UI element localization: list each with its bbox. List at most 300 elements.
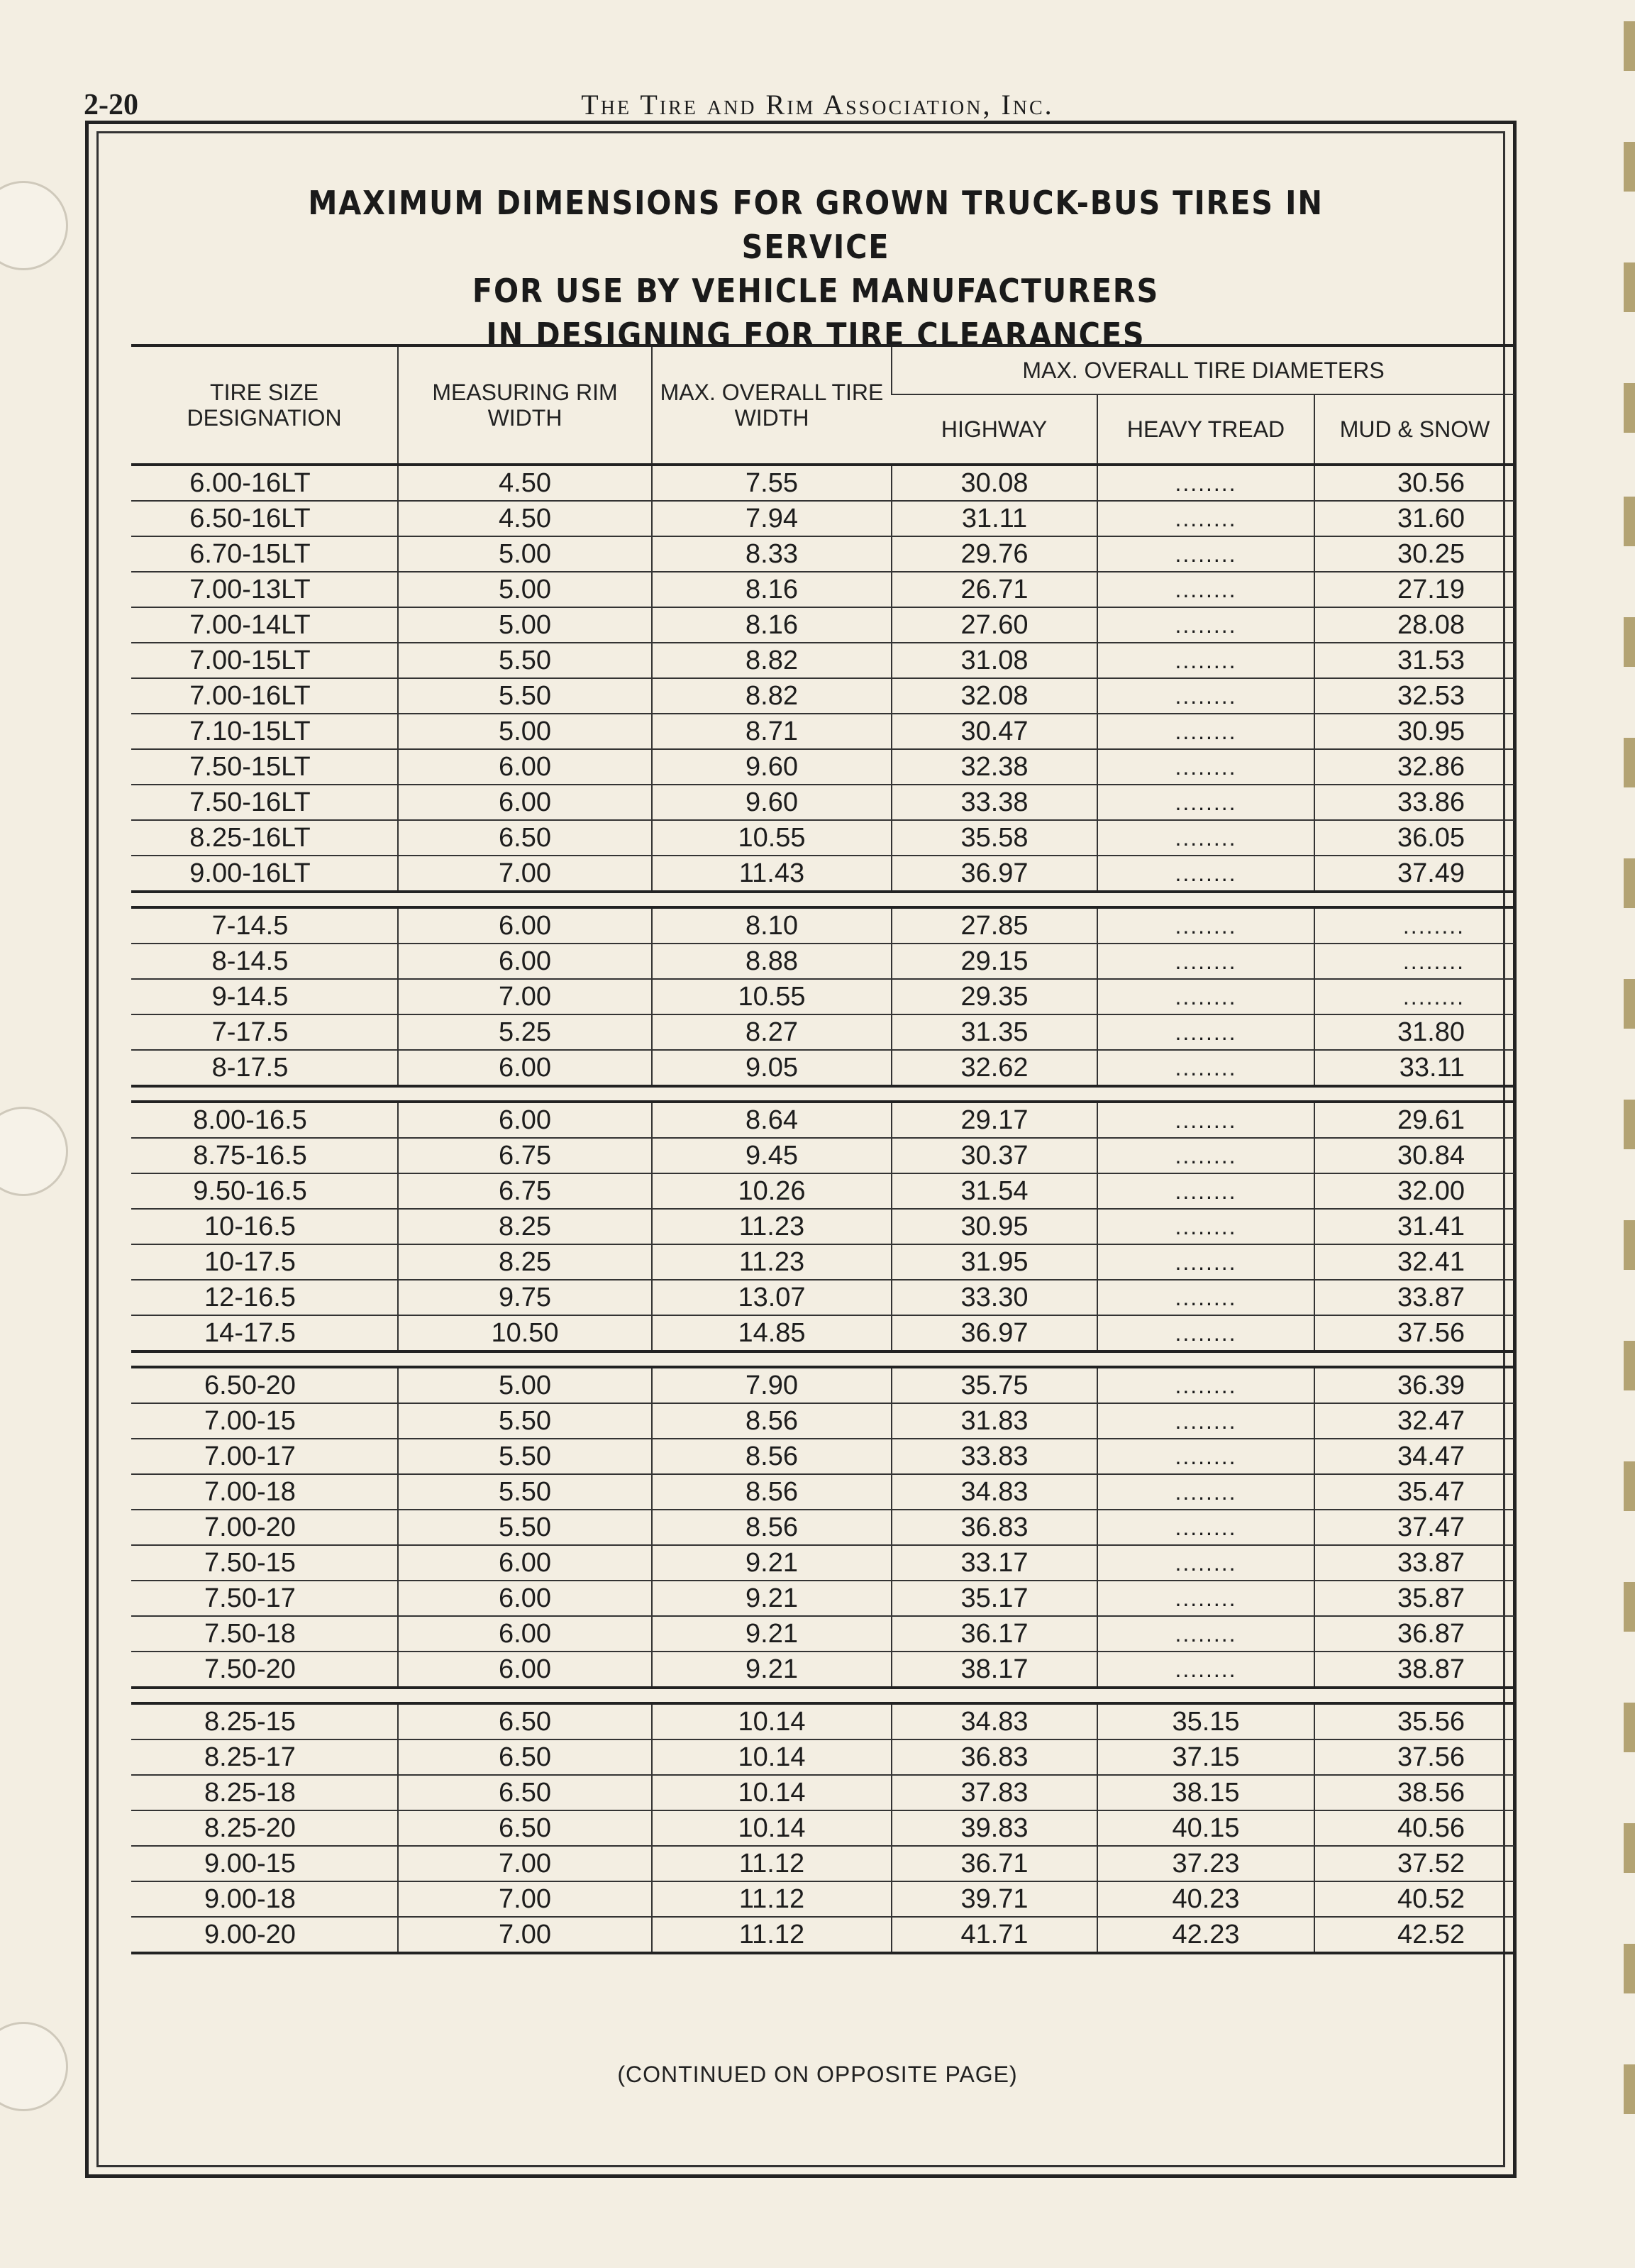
tire-width-cell: 9.21: [652, 1652, 892, 1688]
rim-width-cell: 5.50: [398, 678, 652, 714]
tire-width-cell: 10.14: [652, 1810, 892, 1846]
table-row: [131, 714, 1514, 749]
rim-width-cell: 6.00: [398, 1545, 652, 1581]
heavy-tread-cell: ........: [1097, 1616, 1314, 1652]
heavy-tread-cell: 37.15: [1097, 1739, 1314, 1775]
rim-width-cell: 7.00: [398, 1917, 652, 1953]
tire-width-cell: 8.56: [652, 1510, 892, 1545]
table-row: [131, 643, 1514, 678]
table-row: [131, 820, 1514, 856]
tire-width-cell: 13.07: [652, 1280, 892, 1315]
mud-snow-cell: 31.53: [1314, 643, 1514, 678]
table-row: [131, 1014, 1514, 1050]
binder-tab: [1624, 1703, 1635, 1752]
table-row: [131, 1367, 1514, 1403]
tire-width-cell: 10.55: [652, 820, 892, 856]
tire-width-cell: 9.05: [652, 1050, 892, 1086]
tire-size-cell: 7.00-20: [131, 1510, 398, 1545]
table-row: [131, 1474, 1514, 1510]
highway-cell: 31.11: [892, 501, 1097, 536]
table-row: [131, 856, 1514, 892]
highway-cell: 31.35: [892, 1014, 1097, 1050]
group-separator: [131, 892, 1514, 907]
table-row: [131, 1545, 1514, 1581]
tire-size-cell: 14-17.5: [131, 1315, 398, 1351]
tire-size-cell: 10-17.5: [131, 1244, 398, 1280]
heavy-tread-cell: 40.15: [1097, 1810, 1314, 1846]
group-separator: [131, 1351, 1514, 1367]
table-row: [131, 749, 1514, 785]
rim-width-cell: 5.50: [398, 1474, 652, 1510]
heavy-tread-cell: ........: [1097, 465, 1314, 501]
tire-width-cell: 8.56: [652, 1474, 892, 1510]
binder-tab: [1624, 1582, 1635, 1632]
rim-width-cell: 8.25: [398, 1209, 652, 1244]
tire-width-cell: 8.56: [652, 1439, 892, 1474]
tire-size-cell: 7.00-16LT: [131, 678, 398, 714]
binder-tab: [1624, 21, 1635, 71]
binder-tab: [1624, 497, 1635, 546]
tire-size-cell: 7-14.5: [131, 907, 398, 944]
highway-cell: 33.17: [892, 1545, 1097, 1581]
rim-width-cell: 5.00: [398, 572, 652, 607]
tire-width-cell: 10.14: [652, 1703, 892, 1739]
mud-snow-cell: 30.56: [1314, 465, 1514, 501]
tire-size-cell: 8.25-15: [131, 1703, 398, 1739]
highway-cell: 33.83: [892, 1439, 1097, 1474]
binder-tab: [1624, 1220, 1635, 1270]
rim-width-cell: 7.00: [398, 1846, 652, 1881]
rim-width-cell: 10.50: [398, 1315, 652, 1351]
tire-width-cell: 11.23: [652, 1209, 892, 1244]
mud-snow-cell: 29.61: [1314, 1102, 1514, 1138]
tire-width-cell: 8.27: [652, 1014, 892, 1050]
mud-snow-cell: 36.87: [1314, 1616, 1514, 1652]
tire-width-cell: 8.10: [652, 907, 892, 944]
highway-cell: 33.30: [892, 1280, 1097, 1315]
mud-snow-cell: 32.86: [1314, 749, 1514, 785]
heavy-tread-cell: ........: [1097, 979, 1314, 1014]
tire-width-cell: 10.14: [652, 1739, 892, 1775]
heavy-tread-cell: ........: [1097, 820, 1314, 856]
highway-cell: 31.08: [892, 643, 1097, 678]
mud-snow-cell: 35.56: [1314, 1703, 1514, 1739]
tire-width-cell: 8.64: [652, 1102, 892, 1138]
punch-hole: [0, 181, 68, 270]
mud-snow-cell: 37.47: [1314, 1510, 1514, 1545]
highway-cell: 38.17: [892, 1652, 1097, 1688]
tire-width-cell: 9.60: [652, 785, 892, 820]
heavy-tread-cell: ........: [1097, 856, 1314, 892]
binder-tab: [1624, 617, 1635, 667]
tire-size-cell: 8-17.5: [131, 1050, 398, 1086]
mud-snow-cell: 33.87: [1314, 1280, 1514, 1315]
highway-cell: 30.95: [892, 1209, 1097, 1244]
tire-size-cell: 7.10-15LT: [131, 714, 398, 749]
table-row: [131, 1138, 1514, 1173]
table-row: [131, 785, 1514, 820]
rim-width-cell: 6.50: [398, 1703, 652, 1739]
heavy-tread-cell: ........: [1097, 1050, 1314, 1086]
tire-width-cell: 10.55: [652, 979, 892, 1014]
highway-cell: 29.15: [892, 944, 1097, 979]
table-row: [131, 1775, 1514, 1810]
heavy-tread-cell: 38.15: [1097, 1775, 1314, 1810]
tire-size-cell: 7.00-14LT: [131, 607, 398, 643]
binder-tab: [1624, 142, 1635, 192]
highway-cell: 29.17: [892, 1102, 1097, 1138]
heavy-tread-cell: ........: [1097, 944, 1314, 979]
tire-width-cell: 11.12: [652, 1846, 892, 1881]
table-row: [131, 1810, 1514, 1846]
tire-size-cell: 7.50-15: [131, 1545, 398, 1581]
tire-size-cell: 8.25-20: [131, 1810, 398, 1846]
rim-width-cell: 6.75: [398, 1138, 652, 1173]
table-row: [131, 1881, 1514, 1917]
highway-cell: 26.71: [892, 572, 1097, 607]
heavy-tread-cell: ........: [1097, 1102, 1314, 1138]
tire-size-cell: 9.00-18: [131, 1881, 398, 1917]
tire-dimensions-table: [131, 344, 1514, 1954]
tire-size-cell: 9-14.5: [131, 979, 398, 1014]
heavy-tread-cell: ........: [1097, 1581, 1314, 1616]
rim-width-cell: 6.00: [398, 1050, 652, 1086]
rim-width-cell: 5.50: [398, 1403, 652, 1439]
mud-snow-cell: 37.49: [1314, 856, 1514, 892]
heavy-tread-cell: ........: [1097, 1367, 1314, 1403]
mud-snow-cell: 40.56: [1314, 1810, 1514, 1846]
rim-width-cell: 6.50: [398, 1810, 652, 1846]
highway-cell: 36.17: [892, 1616, 1097, 1652]
binder-tab: [1624, 383, 1635, 433]
binder-tab: [1624, 979, 1635, 1029]
tire-size-cell: 9.00-20: [131, 1917, 398, 1953]
tire-width-cell: 8.88: [652, 944, 892, 979]
highway-cell: 35.58: [892, 820, 1097, 856]
table-row: [131, 572, 1514, 607]
header-diameters-group: MAX. OVERALL TIRE DIAMETERS: [892, 345, 1514, 394]
rim-width-cell: 5.50: [398, 1439, 652, 1474]
rim-width-cell: 4.50: [398, 465, 652, 501]
tire-size-cell: 7.50-17: [131, 1581, 398, 1616]
binder-tab: [1624, 738, 1635, 787]
heavy-tread-cell: 42.23: [1097, 1917, 1314, 1953]
rim-width-cell: 6.00: [398, 1102, 652, 1138]
mud-snow-cell: 35.47: [1314, 1474, 1514, 1510]
table-row: [131, 465, 1514, 501]
tire-size-cell: 9.00-15: [131, 1846, 398, 1881]
highway-cell: 31.83: [892, 1403, 1097, 1439]
rim-width-cell: 6.00: [398, 907, 652, 944]
table-title: [177, 181, 1454, 357]
heavy-tread-cell: ........: [1097, 1474, 1314, 1510]
mud-snow-cell: 28.08: [1314, 607, 1514, 643]
tire-size-cell: 7.50-20: [131, 1652, 398, 1688]
binder-tab: [1624, 1341, 1635, 1390]
highway-cell: 41.71: [892, 1917, 1097, 1953]
rim-width-cell: 5.00: [398, 1367, 652, 1403]
heavy-tread-cell: ........: [1097, 1173, 1314, 1209]
tire-width-cell: 8.16: [652, 607, 892, 643]
mud-snow-cell: 30.95: [1314, 714, 1514, 749]
tire-width-cell: 11.43: [652, 856, 892, 892]
group-separator: [131, 1688, 1514, 1703]
tire-width-cell: 9.60: [652, 749, 892, 785]
heavy-tread-cell: 40.23: [1097, 1881, 1314, 1917]
heavy-tread-cell: ........: [1097, 1014, 1314, 1050]
header-heavy-tread: HEAVY TREAD: [1097, 394, 1314, 465]
group-separator-cell: [131, 1351, 1514, 1367]
binder-tab: [1624, 1823, 1635, 1873]
rim-width-cell: 8.25: [398, 1244, 652, 1280]
highway-cell: 35.75: [892, 1367, 1097, 1403]
title-line-3: IN DESIGNING FOR TIRE CLEARANCES: [486, 316, 1146, 354]
highway-cell: 32.08: [892, 678, 1097, 714]
mud-snow-cell: 42.52: [1314, 1917, 1514, 1953]
binder-tab: [1624, 858, 1635, 908]
highway-cell: 37.83: [892, 1775, 1097, 1810]
table-row: [131, 1616, 1514, 1652]
highway-cell: 29.35: [892, 979, 1097, 1014]
highway-cell: 30.08: [892, 465, 1097, 501]
tire-size-cell: 7.50-15LT: [131, 749, 398, 785]
table-row: [131, 1315, 1514, 1351]
highway-cell: 32.38: [892, 749, 1097, 785]
tire-size-cell: 7.00-15LT: [131, 643, 398, 678]
heavy-tread-cell: ........: [1097, 678, 1314, 714]
tire-width-cell: 7.55: [652, 465, 892, 501]
heavy-tread-cell: 37.23: [1097, 1846, 1314, 1881]
tire-width-cell: 9.45: [652, 1138, 892, 1173]
highway-cell: 30.47: [892, 714, 1097, 749]
heavy-tread-cell: ........: [1097, 1510, 1314, 1545]
heavy-tread-cell: ........: [1097, 1138, 1314, 1173]
tire-size-cell: 6.50-16LT: [131, 501, 398, 536]
mud-snow-cell: 30.84: [1314, 1138, 1514, 1173]
table-row: [131, 1102, 1514, 1138]
highway-cell: 27.60: [892, 607, 1097, 643]
tire-width-cell: 9.21: [652, 1616, 892, 1652]
heavy-tread-cell: ........: [1097, 1545, 1314, 1581]
highway-cell: 36.83: [892, 1510, 1097, 1545]
heavy-tread-cell: ........: [1097, 785, 1314, 820]
rim-width-cell: 7.00: [398, 856, 652, 892]
rim-width-cell: 6.00: [398, 749, 652, 785]
mud-snow-cell: 37.52: [1314, 1846, 1514, 1881]
table-header: [131, 345, 1514, 465]
rim-width-cell: 4.50: [398, 501, 652, 536]
rim-width-cell: 6.75: [398, 1173, 652, 1209]
title-line-1: MAXIMUM DIMENSIONS FOR GROWN TRUCK-BUS TIRES IN SERVICE: [308, 184, 1324, 266]
rim-width-cell: 5.25: [398, 1014, 652, 1050]
table-row: [131, 1050, 1514, 1086]
tire-size-cell: 10-16.5: [131, 1209, 398, 1244]
table-row: [131, 1439, 1514, 1474]
highway-cell: 36.97: [892, 856, 1097, 892]
mud-snow-cell: 34.47: [1314, 1439, 1514, 1474]
tire-width-cell: 14.85: [652, 1315, 892, 1351]
group-separator: [131, 1086, 1514, 1102]
tire-size-cell: 12-16.5: [131, 1280, 398, 1315]
highway-cell: 31.95: [892, 1244, 1097, 1280]
table-body: [131, 465, 1514, 1953]
highway-cell: 29.76: [892, 536, 1097, 572]
rim-width-cell: 5.00: [398, 714, 652, 749]
heavy-tread-cell: ........: [1097, 1403, 1314, 1439]
highway-cell: 34.83: [892, 1703, 1097, 1739]
table-row: [131, 536, 1514, 572]
table-row: [131, 1244, 1514, 1280]
highway-cell: 36.97: [892, 1315, 1097, 1351]
tire-size-cell: 7.50-16LT: [131, 785, 398, 820]
group-separator-cell: [131, 1086, 1514, 1102]
rim-width-cell: 7.00: [398, 1881, 652, 1917]
tire-size-cell: 6.50-20: [131, 1367, 398, 1403]
tire-width-cell: 9.21: [652, 1545, 892, 1581]
table-row: [131, 944, 1514, 979]
running-head: The Tire and Rim Association, Inc.: [581, 89, 1054, 121]
tire-size-cell: 7.00-15: [131, 1403, 398, 1439]
table-row: [131, 1173, 1514, 1209]
rim-width-cell: 5.00: [398, 536, 652, 572]
tire-size-cell: 7.50-18: [131, 1616, 398, 1652]
tire-size-cell: 8.25-18: [131, 1775, 398, 1810]
continued-note: (CONTINUED ON OPPOSITE PAGE): [617, 2062, 1018, 2087]
tire-size-cell: 6.00-16LT: [131, 465, 398, 501]
highway-cell: 33.38: [892, 785, 1097, 820]
tire-width-cell: 10.14: [652, 1775, 892, 1810]
rim-width-cell: 6.00: [398, 785, 652, 820]
mud-snow-cell: 31.41: [1314, 1209, 1514, 1244]
heavy-tread-cell: ........: [1097, 907, 1314, 944]
rim-width-cell: 6.00: [398, 1581, 652, 1616]
highway-cell: 27.85: [892, 907, 1097, 944]
heavy-tread-cell: ........: [1097, 1439, 1314, 1474]
highway-cell: 36.83: [892, 1739, 1097, 1775]
table-row: [131, 1703, 1514, 1739]
tire-width-cell: 10.26: [652, 1173, 892, 1209]
header-highway: HIGHWAY: [941, 416, 1048, 442]
mud-snow-cell: ........: [1314, 907, 1514, 944]
mud-snow-cell: 37.56: [1314, 1315, 1514, 1351]
heavy-tread-cell: ........: [1097, 1652, 1314, 1688]
mud-snow-cell: ........: [1314, 944, 1514, 979]
mud-snow-cell: 35.87: [1314, 1581, 1514, 1616]
tire-size-cell: 8-14.5: [131, 944, 398, 979]
rim-width-cell: 6.50: [398, 820, 652, 856]
tire-width-cell: 8.16: [652, 572, 892, 607]
highway-cell: 31.54: [892, 1173, 1097, 1209]
tire-width-cell: 11.12: [652, 1917, 892, 1953]
tire-width-cell: 8.82: [652, 678, 892, 714]
tire-size-cell: 9.50-16.5: [131, 1173, 398, 1209]
highway-cell: 36.71: [892, 1846, 1097, 1881]
tire-size-cell: 7.00-18: [131, 1474, 398, 1510]
mud-snow-cell: 40.52: [1314, 1881, 1514, 1917]
highway-cell: 39.71: [892, 1881, 1097, 1917]
table-row: [131, 1403, 1514, 1439]
heavy-tread-cell: ........: [1097, 607, 1314, 643]
binder-tab: [1624, 262, 1635, 312]
mud-snow-cell: 33.86: [1314, 785, 1514, 820]
heavy-tread-cell: ........: [1097, 572, 1314, 607]
mud-snow-cell: 36.05: [1314, 820, 1514, 856]
tire-width-cell: 7.90: [652, 1367, 892, 1403]
heavy-tread-cell: ........: [1097, 749, 1314, 785]
rim-width-cell: 5.50: [398, 1510, 652, 1545]
heavy-tread-cell: ........: [1097, 1315, 1314, 1351]
table-row: [131, 1280, 1514, 1315]
mud-snow-cell: 32.00: [1314, 1173, 1514, 1209]
tire-size-cell: 8.75-16.5: [131, 1138, 398, 1173]
highway-cell: 35.17: [892, 1581, 1097, 1616]
mud-snow-cell: 37.56: [1314, 1739, 1514, 1775]
rim-width-cell: 6.00: [398, 944, 652, 979]
tire-width-cell: 9.21: [652, 1581, 892, 1616]
mud-snow-cell: 31.80: [1314, 1014, 1514, 1050]
heavy-tread-cell: ........: [1097, 536, 1314, 572]
mud-snow-cell: 36.39: [1314, 1367, 1514, 1403]
mud-snow-cell: 30.25: [1314, 536, 1514, 572]
tire-size-cell: 7-17.5: [131, 1014, 398, 1050]
tire-size-cell: 7.00-17: [131, 1439, 398, 1474]
heavy-tread-cell: ........: [1097, 1209, 1314, 1244]
title-line-2: FOR USE BY VEHICLE MANUFACTURERS: [472, 272, 1160, 310]
mud-snow-cell: 38.87: [1314, 1652, 1514, 1688]
highway-cell: 39.83: [892, 1810, 1097, 1846]
tire-width-cell: 7.94: [652, 501, 892, 536]
mud-snow-cell: 38.56: [1314, 1775, 1514, 1810]
mud-snow-cell: 32.41: [1314, 1244, 1514, 1280]
tire-width-cell: 11.23: [652, 1244, 892, 1280]
highway-cell: 30.37: [892, 1138, 1097, 1173]
rim-width-cell: 6.00: [398, 1652, 652, 1688]
heavy-tread-cell: ........: [1097, 714, 1314, 749]
heavy-tread-cell: ........: [1097, 1280, 1314, 1315]
table-row: [131, 501, 1514, 536]
tire-size-cell: 8.25-17: [131, 1739, 398, 1775]
rim-width-cell: 7.00: [398, 979, 652, 1014]
tire-width-cell: 11.12: [652, 1881, 892, 1917]
table-row: [131, 1510, 1514, 1545]
table-row: [131, 1739, 1514, 1775]
header-tire-width: MAX. OVERALL TIRE WIDTH: [652, 345, 892, 465]
table-row: [131, 607, 1514, 643]
binder-tab: [1624, 1461, 1635, 1511]
binder-tab: [1624, 1100, 1635, 1149]
mud-snow-cell: ........: [1314, 979, 1514, 1014]
heavy-tread-cell: 35.15: [1097, 1703, 1314, 1739]
tire-width-cell: 8.71: [652, 714, 892, 749]
table-row: [131, 678, 1514, 714]
highway-cell: 32.62: [892, 1050, 1097, 1086]
mud-snow-cell: 33.87: [1314, 1545, 1514, 1581]
tire-size-cell: 8.25-16LT: [131, 820, 398, 856]
table-row: [131, 1652, 1514, 1688]
highway-cell: 34.83: [892, 1474, 1097, 1510]
binder-tab: [1624, 1944, 1635, 1993]
header-mud-snow: MUD & SNOW: [1314, 394, 1514, 465]
tire-width-cell: 8.33: [652, 536, 892, 572]
heavy-tread-cell: ........: [1097, 643, 1314, 678]
rim-width-cell: 9.75: [398, 1280, 652, 1315]
table-row: [131, 1846, 1514, 1881]
mud-snow-cell: 31.60: [1314, 501, 1514, 536]
table-row: [131, 1917, 1514, 1953]
header-tire-size: TIRE SIZE DESIGNATION: [187, 380, 342, 431]
table-row: [131, 979, 1514, 1014]
tire-size-cell: 6.70-15LT: [131, 536, 398, 572]
